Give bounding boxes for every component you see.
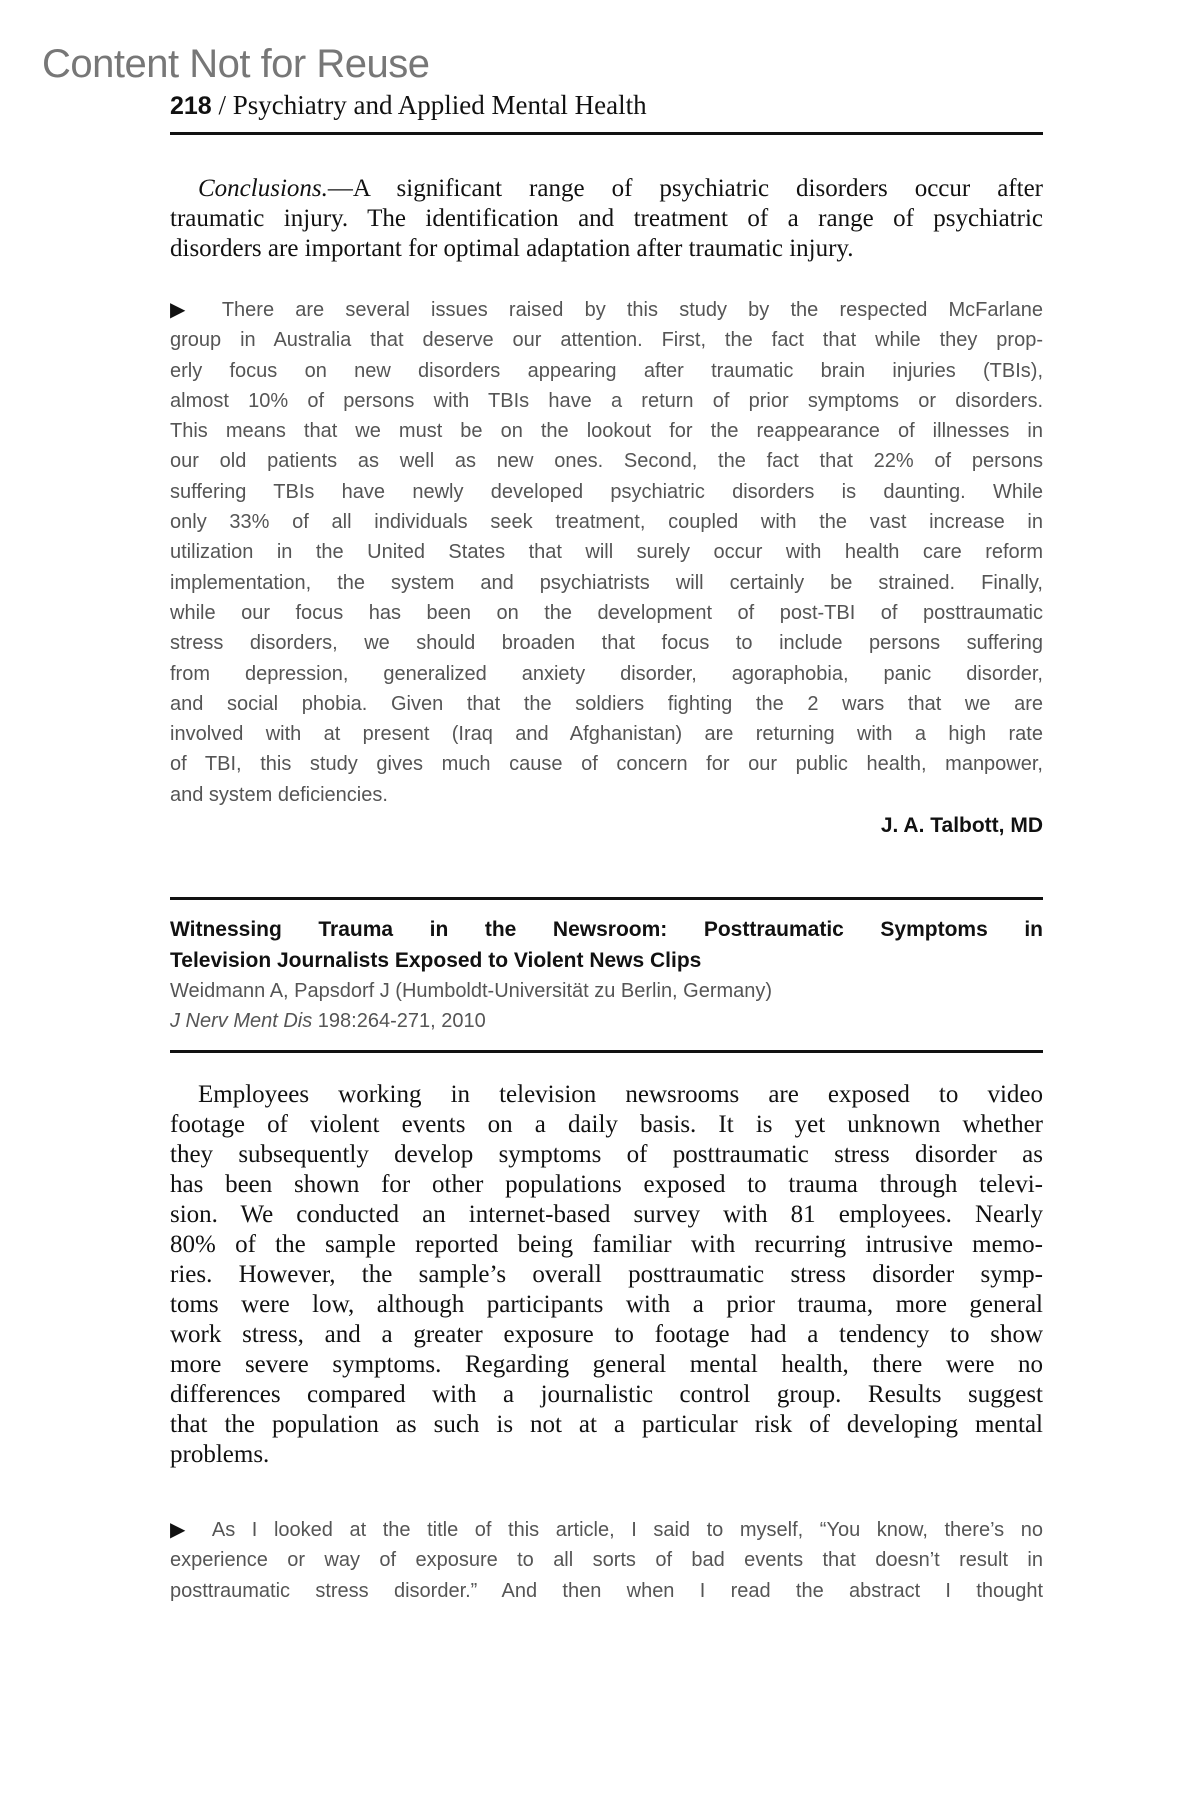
text-line: differences compared with a journalistic control group. Results suggest: [170, 1381, 1043, 1408]
text-line: has been shown for other populations exposed to trauma through televi-: [170, 1171, 1043, 1198]
abstract: [170, 1080, 1043, 1470]
text-line: traumatic injury. The identification and treatment of a range of psychiatric: [170, 205, 1043, 232]
text-line: group in Australia that deserve our attention. First, the fact that while they prop-: [170, 329, 1043, 352]
title-line: Television Journalists Exposed to Violent News Clips: [170, 949, 702, 972]
text-line: our old patients as well as new ones. Second, the fact that 22% of persons: [170, 450, 1043, 473]
text-line: toms were low, although participants with a prior trauma, more general: [170, 1291, 1043, 1318]
article-top-rule: [170, 897, 1043, 900]
text-line: erly focus on new disorders appearing after traumatic brain injuries (TBIs),: [170, 359, 1043, 382]
text-line: that the population as such is not at a particular risk of developing mental: [170, 1411, 1043, 1438]
text-line: problems.: [170, 1441, 270, 1468]
text-line: ries. However, the sample’s overall posttraumatic stress disorder symp-: [170, 1261, 1043, 1288]
text-line: ▶ There are several issues raised by this study by the respected McFarlane: [170, 299, 1043, 321]
commentary-1: [170, 295, 1043, 810]
volume-pages-year: 198:264-271, 2010: [312, 1010, 486, 1032]
text-line: 80% of the sample reported being familiar with recurring intrusive memo-: [170, 1231, 1043, 1258]
text-line: while our focus has been on the development of post-TBI of posttraumatic: [170, 601, 1043, 624]
text-line: implementation, the system and psychiatrists will certainly be strained. Finally,: [170, 571, 1043, 594]
conclusions-label: Conclusions.: [198, 175, 328, 202]
text-line: from depression, generalized anxiety disorder, agoraphobia, panic disorder,: [170, 662, 1043, 685]
journal-name: J Nerv Ment Dis: [170, 1010, 313, 1032]
text-line: utilization in the United States that will surely occur with health care reform: [170, 541, 1043, 564]
triangle-bullet-icon: ▶: [170, 1519, 197, 1541]
title-line: Witnessing Trauma in the Newsroom: Posttraumatic Symptoms in: [170, 918, 1043, 941]
text-line: suffering TBIs have newly developed psychiatric disorders is daunting. While: [170, 480, 1043, 503]
text-line: disorders are important for optimal adaptation after traumatic injury.: [170, 235, 854, 262]
text-line: of TBI, this study gives much cause of concern for our public health, manpower,: [170, 753, 1043, 776]
text-line: work stress, and a greater exposure to footage had a tendency to show: [170, 1321, 1043, 1348]
text-line: almost 10% of persons with TBIs have a return of prior symptoms or disorders.: [170, 389, 1043, 412]
journal-title: Psychiatry and Applied Mental Health: [232, 90, 647, 120]
article-title: [170, 914, 1043, 976]
page-number: 218: [170, 92, 212, 120]
text-line: experience or way of exposure to all sorts of bad events that doesn’t result in: [170, 1549, 1043, 1572]
text-line: involved with at present (Iraq and Afghanistan) are returning with a high rate: [170, 723, 1043, 746]
article-bottom-rule: [170, 1050, 1043, 1053]
text-line: Conclusions.—A significant range of psychiatric disorders occur after: [198, 175, 1043, 202]
text-line: sion. We conducted an internet-based survey with 81 employees. Nearly: [170, 1201, 1043, 1228]
text-line: more severe symptoms. Regarding general mental health, there were no: [170, 1351, 1043, 1378]
text-line: and social phobia. Given that the soldiers fighting the 2 wars that we are: [170, 692, 1043, 715]
text-line: posttraumatic stress disorder.” And then when I read the abstract I thought: [170, 1579, 1043, 1602]
commentary-2: [170, 1515, 1043, 1606]
article-citation: [170, 1006, 1043, 1036]
header-rule: [170, 132, 1043, 135]
text-line: they subsequently develop symptoms of posttraumatic stress disorder as: [170, 1141, 1043, 1168]
text-line: Employees working in television newsrooms are exposed to video: [198, 1081, 1043, 1108]
text-line: only 33% of all individuals seek treatment, coupled with the vast increase in: [170, 511, 1043, 534]
conclusions-paragraph: [170, 174, 1043, 264]
text-line: ▶ As I looked at the title of this article, I said to myself, “You know, there’s no: [170, 1519, 1043, 1541]
triangle-bullet-icon: ▶: [170, 299, 202, 321]
watermark: Content Not for Reuse: [42, 42, 430, 86]
article-header: [170, 914, 1043, 1036]
article-authors: Weidmann A, Papsdorf J (Humboldt-Universität zu Berlin, Germany): [170, 980, 773, 1002]
header-separator: /: [211, 90, 233, 120]
running-header: [170, 90, 1043, 121]
text-line: stress disorders, we should broaden that focus to include persons suffering: [170, 632, 1043, 655]
signature: J. A. Talbott, MD: [880, 814, 1043, 837]
text-line: and system deficiencies.: [170, 783, 388, 806]
text-line: This means that we must be on the lookout for the reappearance of illnesses in: [170, 420, 1043, 443]
text-line: footage of violent events on a daily basis. It is yet unknown whether: [170, 1111, 1043, 1138]
